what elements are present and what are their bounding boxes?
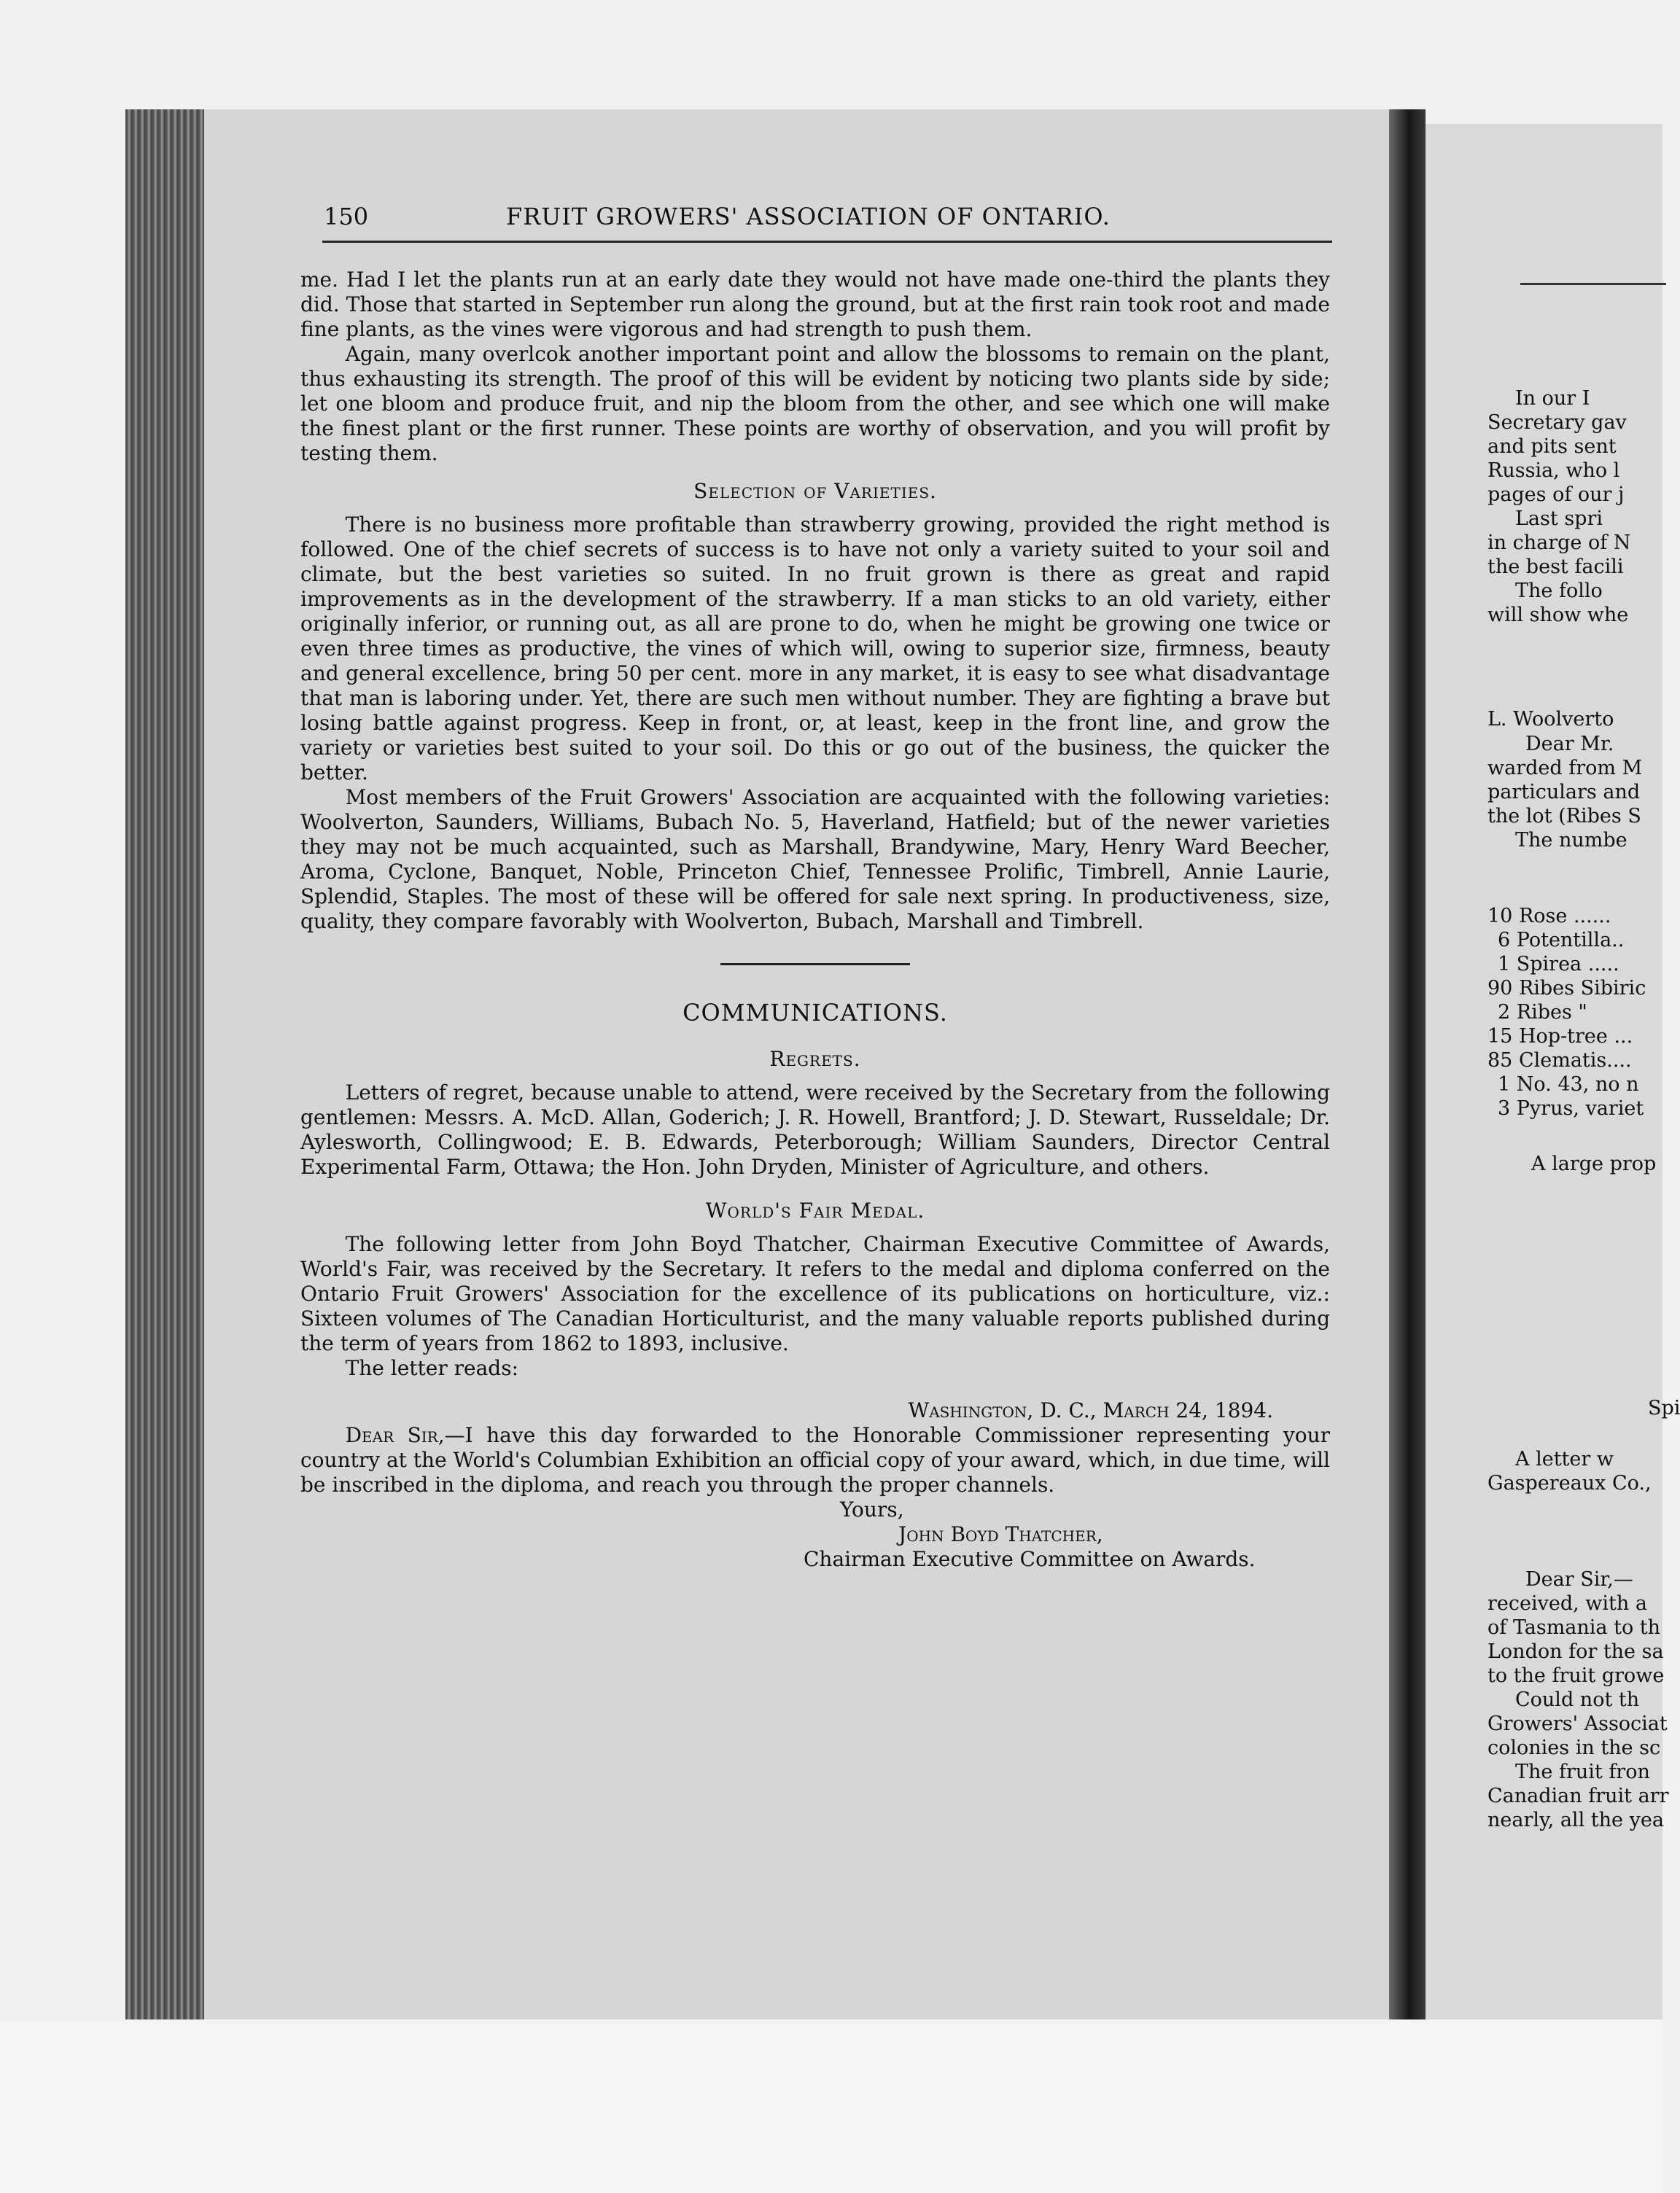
- signature-title: Chairman Executive Committee on Awards.: [804, 1547, 1256, 1571]
- right-page-line: 6 Potentilla..: [1498, 929, 1625, 951]
- section-heading-selection-of-varieties: Selection of Varieties.: [693, 479, 937, 503]
- left-page-text: [300, 182, 1330, 1572]
- letter-signature: John Boyd Thatcher,: [898, 1522, 1103, 1546]
- right-page-line: in charge of N: [1488, 531, 1631, 554]
- right-page-line: Secretary gav: [1488, 411, 1627, 434]
- right-header-rule: [1520, 283, 1666, 285]
- right-page-line: 10 Rose ......: [1488, 905, 1611, 927]
- section-heading-regrets: Regrets.: [769, 1047, 861, 1071]
- right-page-line: London for the sa: [1488, 1640, 1664, 1663]
- paragraph: Most members of the Fruit Growers' Association are acquainted with the following varieties: Woolverton, Saunders, Williams, Bubach No. 5, Haverland, Hatfield; but of the newer varieties they may not be much acquainted, such as Marshall, Brandywine, Mary, Henry Ward Beecher, Aroma, Cyclone, Banquet, Noble, Princeton Chief, Tennessee Prolific, Timbrell, Annie Laurie, Splendid, Staples. The most of these will be offered for sale next spring. In productiveness, size, quality, they compare favorably with Woolverton, Bubach, Marshall and Timbrell.: [300, 785, 1330, 933]
- right-page-line: colonies in the sc: [1488, 1737, 1661, 1759]
- right-page-line: pages of our j: [1488, 483, 1625, 506]
- section-divider: [720, 963, 910, 965]
- book-gutter: [1389, 109, 1426, 2019]
- right-page-line: A letter w: [1515, 1448, 1614, 1471]
- right-page-line: Spi: [1648, 1397, 1680, 1419]
- right-page-line: nearly, all the yea: [1488, 1809, 1664, 1831]
- paragraph: Again, many overlcok another important point and allow the blossoms to remain on the plant, thus exhausting its strength. The proof of this will be evident by noticing two plants side by side; let one bloom and produce fruit, and nip the bloom from the other, and see which one will make the finest plant or the first runner. These points are worthy of observation, and you will profit by testing them.: [300, 342, 1330, 465]
- right-page-line: will show whe: [1488, 604, 1629, 626]
- section-heading-worlds-fair-medal: World's Fair Medal.: [705, 1199, 925, 1223]
- right-page-line: Growers' Associat: [1488, 1713, 1668, 1735]
- right-page-line: The follo: [1515, 580, 1603, 602]
- right-page-line: Russia, who l: [1488, 459, 1620, 482]
- right-page-line: warded from M: [1488, 757, 1643, 779]
- right-page-line: and pits sent: [1488, 435, 1617, 458]
- paragraph: Letters of regret, because unable to attend, were received by the Secretary from the following gentlemen: Messrs. A. McD. Allan, Goderich; J. R. Howell, Brantford; J. D. Stewart, Russeldale; Dr. Aylesworth, Collingwood; E. B. Edwards, Peterborough; William Saunders, Director Central Experimental Farm, Ottawa; the Hon. John Dryden, Minister of Agriculture, and others.: [300, 1080, 1330, 1179]
- right-page-line: Last spri: [1515, 507, 1603, 530]
- right-page-line: Dear Sir,—: [1525, 1568, 1633, 1591]
- right-page-line: Gaspereaux Co.,: [1488, 1472, 1652, 1495]
- right-page-line: Canadian fruit arr: [1488, 1785, 1669, 1807]
- right-page-line: A large prop: [1531, 1153, 1657, 1175]
- paragraph: The following letter from John Boyd Thatcher, Chairman Executive Committee of Awards, World's Fair, was received by the Secretary. It refers to the medal and diploma conferred on the Ontario Fruit Growers' Association for the excellence of its publications on horticulture, viz.: Sixteen volumes of The Canadian Horticulturist, and the many valuable reports published during the term of years from 1862 to 1893, inclusive.: [300, 1232, 1330, 1355]
- paragraph: There is no business more profitable than strawberry growing, provided the right method is followed. One of the chief secrets of success is to have not only a variety suited to your soil and climate, but the best varieties so suited. In no fruit grown is there as great and rapid improvements as in the development of the strawberry. If a man sticks to an old variety, either originally inferior, or running out, as all are prone to do, when he might be growing one twice or even three times as productive, the vines of which will, owing to superior size, firmness, beauty and general excellence, bring 50 per cent. more in any market, it is easy to see what disadvantage that man is laboring under. Yet, there are such men without number. They are fighting a brave but losing battle against progress. Keep in front, or, at least, keep in the front line, and grow the variety or varieties best suited to your soil. Do this or go out of the business, the quicker the better.: [300, 513, 1330, 784]
- letter-dateline: Washington, D. C., March 24, 1894.: [908, 1398, 1273, 1422]
- right-page-line: Dear Mr.: [1525, 733, 1614, 755]
- right-page-line: the lot (Ribes S: [1488, 805, 1641, 827]
- paragraph: me. Had I let the plants run at an early date they would not have made one-third the plants they did. Those that started in September run along the ground, but at the first rain took root and made fine plants, as the vines were vigorous and had strength to push them.: [300, 268, 1330, 341]
- right-page-line: 2 Ribes ": [1498, 1001, 1587, 1024]
- running-title: FRUIT GROWERS' ASSOCIATION OF ONTARIO.: [506, 203, 1111, 230]
- header-rule: [322, 241, 1332, 243]
- right-page-line: 1 Spirea .....: [1498, 953, 1619, 975]
- right-page-line: 85 Clematis....: [1488, 1049, 1632, 1072]
- right-page-line: The numbe: [1515, 829, 1628, 852]
- section-heading-communications: COMMUNICATIONS.: [682, 999, 948, 1027]
- letter-text: —I have this day forwarded to the Honorable Commissioner representing your country at the World's Columbian Exhibition an official copy of your award, which, in due time, will be inscribed in the diploma, and reach you through the proper channels.: [300, 1423, 1330, 1497]
- scan-background: [0, 2019, 1662, 2193]
- letter-salutation: Dear Sir,: [345, 1423, 445, 1447]
- right-page-line: 90 Ribes Sibiric: [1488, 977, 1646, 1000]
- right-page-line: received, with a: [1488, 1592, 1647, 1615]
- right-page-line: 1 No. 43, no n: [1498, 1073, 1639, 1096]
- right-page-line: The fruit fron: [1515, 1761, 1650, 1783]
- letter-closing: Yours,: [840, 1497, 904, 1522]
- right-page-line: the best facili: [1488, 556, 1624, 578]
- letter-body: [300, 1423, 1330, 1497]
- running-header: [300, 182, 1330, 230]
- right-page-line: of Tasmania to th: [1488, 1616, 1661, 1639]
- right-page-line: Could not th: [1515, 1688, 1640, 1711]
- letter-intro: The letter reads:: [345, 1356, 519, 1380]
- right-page-line: 3 Pyrus, variet: [1498, 1097, 1644, 1120]
- right-page-line: L. Woolverto: [1488, 708, 1614, 731]
- right-page-line: 15 Hop-tree ...: [1488, 1025, 1633, 1048]
- right-page-line: to the fruit growe: [1488, 1664, 1665, 1687]
- page-number: 150: [324, 203, 369, 230]
- right-page-line: particulars and: [1488, 781, 1641, 803]
- book-page-edges: [125, 109, 206, 2019]
- right-page-line: In our I: [1515, 387, 1590, 410]
